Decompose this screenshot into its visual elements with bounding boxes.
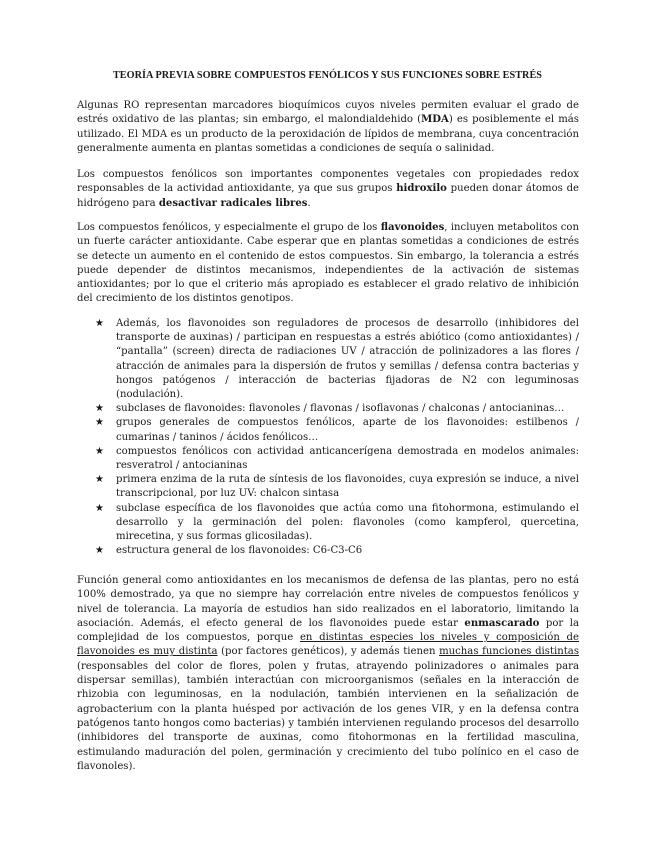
list-item: ★ estructura general de los flavonoides: C6-C3-C6 (95, 544, 579, 558)
list-item: ★ subclases de flavonoides: flavonoles / flavonas / isoflavonas / chalconas / antocianinas… (95, 402, 579, 416)
paragraph-phenolics: Los compuestos fenólicos son importantes componentes vegetales con propiedades redox responsables de la actividad antioxidante, ya que sus grupos hidroxilo pueden donar átomos de hidrógeno para desactivar radicales libres. (77, 169, 579, 209)
star-icon: ★ (95, 403, 104, 415)
enmascarado-bold: enmascarado (464, 617, 540, 629)
paragraph-antioxidant-function: Función general como antioxidantes en los mecanismos de defensa de las plantas, pero no está 100% demostrado, ya que no siempre hay correlación entre niveles de compuestos fenólicos y nivel de tolerancia. La mayoría de estudios han sido realizados en el laboratorio, limitando la asociación. Además, el efecto general de los flavonoides puede estar enmascarado por la complejidad de los compuestos, porque en distintas especies los niveles y composición de flavonoides es muy distinta (por factores genéticos), y además tienen muchas funciones distintas (responsables del color de flores, polen y frutas, atrayendo polinizadores o animales para dispersar semillas), también interactúan con microorganismos (señales en la interacción de rhizobia con leguminosas, en la nodulación, también intervienen en la señalización de agrobacterium con la planta huésped por activación de los genes VIR, y en la defensa contra patógenos tanto hongos como bacterias) y también intervienen regulando procesos del desarrollo (inhibidores del transporte de auxinas, como fitohormonas en la fertilidad masculina, estimulando maduración del polen, germinación y crecimiento del tubo polínico en el caso de flavonoles). (77, 575, 580, 772)
list-item: ★ subclase específica de los flavonoides que actúa como una fitohormona, estimulando el desarrollo y la germinación del polen: flavonoles (como kampferol, quercetina, mirecetina, y sus formas glicosiladas). (95, 502, 579, 543)
star-icon: ★ (95, 502, 104, 514)
star-icon: ★ (95, 417, 104, 429)
star-icon: ★ (95, 545, 104, 557)
radicales-bold: desactivar radicales libres (158, 197, 308, 209)
star-icon: ★ (95, 474, 104, 486)
hidroxilo-bold: hidroxilo (396, 183, 447, 195)
paragraph-flavonoids: Los compuestos fenólicos, y especialmente el grupo de los flavonoides, incluyen metabolitos con un fuerte carácter antioxidante. Cabe esperar que en plantas sometidas a condiciones de estrés se detecte un aumento en el contenido de estos compuestos. Sin embargo, la tolerancia a estrés puede depender de distintos mecanismos, independientes de la activación de sistemas antioxidantes; por lo que el criterio más apropiado es establecer el grado relativo de inhibición del crecimiento de los distintos genotipos. (77, 222, 579, 305)
list-item: ★ grupos generales de compuestos fenólicos, aparte de los flavonoides: estilbenos / cumarinas / taninos / ácidos fenólicos… (95, 417, 579, 443)
list-item: ★ Además, los flavonoides son reguladores de procesos de desarrollo (inhibidores del transporte de auxinas) / participan en respuestas a estrés abiótico (como antioxidantes) / “pantalla” (screen) directa de radiaciones UV / atracción de polinizadores a las flores / atracción de animales para la dispersión de frutos y semillas / defensa contra bacterias y hongos patógenos / interacción de bacterias fijadoras de N2 con leguminosas (nodulación). (95, 318, 579, 401)
star-icon: ★ (95, 445, 104, 457)
list-item: ★ primera enzima de la ruta de síntesis de los flavonoides, cuya expresión se induce, a nivel transcripcional, por luz UV: chalcon sintasa (95, 474, 579, 500)
functions-underline: muchas funciones distintas (439, 646, 580, 658)
star-icon: ★ (95, 318, 104, 329)
paragraph-mda: Algunas RO representan marcadores bioquímicos cuyos niveles permiten evaluar el grado de estrés oxidativo de las plantas; sin embargo, el malondialdehido (MDA) es posiblemente el más utilizado. El MDA es un producto de la peroxidación de lípidos de membrana, cuya concentración generalmente aumenta en plantas sometidas a condiciones de sequía o salinidad. (77, 100, 579, 154)
mda-bold: MDA (421, 114, 449, 126)
list-item: ★ compuestos fenólicos con actividad anticancerígena demostrada en modelos animales: resveratrol / antocianinas (95, 445, 579, 472)
bullet-list (95, 317, 579, 558)
document-title: TEORÍA PREVIA SOBRE COMPUESTOS FENÓLICOS Y SUS FUNCIONES SOBRE ESTRÉS (112, 70, 543, 81)
flavonoides-bold: flavonoides (380, 222, 445, 233)
species-underline: en distintas especies los niveles y composición de flavonoides es muy distinta (77, 632, 579, 658)
